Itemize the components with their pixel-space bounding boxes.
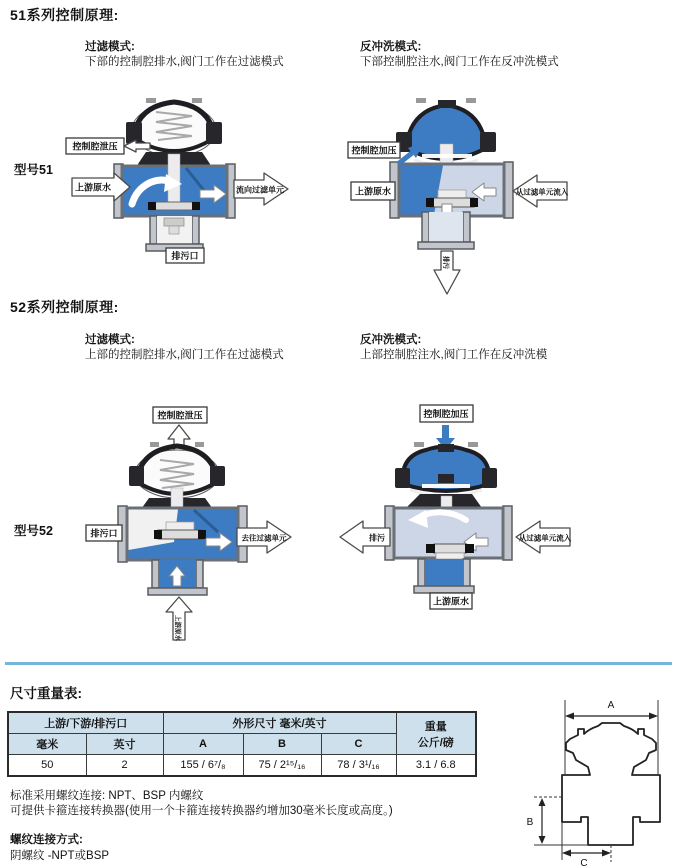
col-B: B [243,734,321,755]
control-label: 控制腔泄压 [72,141,118,152]
cell-mm: 50 [8,755,86,777]
diaphragm-slit [422,154,472,158]
drain-label: 排污口 [171,251,199,261]
dimension-drawing [520,690,680,868]
bolt-icon [146,98,156,103]
inlet-label: 上游原水 [354,186,392,197]
plug [166,522,194,530]
outlet-label: 去往过滤单元 [241,533,287,543]
s52-filter-mode-title: 过滤模式: [85,334,135,346]
bolt-icon [468,442,478,447]
control-label: 控制腔加压 [423,409,469,419]
col-group-ports: 上游/下游/排污口 [8,712,163,734]
dim-C-label: C [580,858,588,868]
bonnet-clamp-right [482,468,497,488]
bolt-icon [414,442,424,447]
pipe-wall-left [152,560,159,588]
bonnet-clamp-right [206,122,222,144]
model-52-label: 型号52 [14,524,53,538]
col-group-dims: 外形尺寸 毫米/英寸 [163,712,396,734]
bolt-icon [150,442,159,447]
col-mm: 毫米 [8,734,86,755]
bonnet-clamp-left [395,468,410,488]
valve-outline [562,723,660,845]
pipe-flange [148,588,207,595]
cell-weight: 3.1 / 6.8 [396,755,476,777]
from-filter-label: 从过滤单元流入 [518,533,572,543]
arrowhead [602,850,611,857]
bolt-icon [466,98,476,103]
s52-filter-mode-desc: 上部的控制腔排水,阀门工作在过滤模式 [85,349,284,361]
drain-wall-left [422,212,429,242]
seal-left [148,202,156,210]
dim-table-title: 尺寸重量表: [10,686,82,701]
valve51-backwash-diagram [338,98,583,303]
bolt-icon [192,98,202,103]
drain-label: 排污 [369,533,385,543]
drain-nut [169,226,179,234]
bolt-icon [195,442,204,447]
seal-left [154,530,162,539]
seal-right [198,530,206,539]
seal-right [470,198,478,207]
arrowhead [565,713,574,720]
s52-backwash-mode-title: 反冲洗模式: [360,334,422,346]
bonnet-top-tab [438,100,456,108]
col-A: A [163,734,243,755]
drain-wall-right [192,216,199,244]
model-51-label: 型号51 [14,163,53,177]
control-label: 控制腔加压 [351,145,397,156]
drain-wall-left [150,216,157,244]
arrowhead [539,836,546,844]
plug [436,553,464,559]
inlet-label: 上游原水 [74,182,112,193]
seat-plate [158,530,202,539]
cell-B: 75 / 2¹⁵/₁₆ [243,755,321,777]
thread-connection-desc: 阴螺纹 -NPT或BSP [10,850,110,862]
arrowhead [539,798,546,806]
inlet-label: 上游原水 [432,596,470,607]
col-C: C [321,734,396,755]
valve52-filter-diagram [78,402,318,652]
plug [438,190,466,198]
thread-connection-title: 螺纹连接方式: [10,834,83,846]
pipe-flange [414,586,474,593]
dome-center-block [438,474,454,483]
bolt-icon [416,98,426,103]
control-label: 控制腔泄压 [157,410,203,421]
s51-filter-mode-title: 过滤模式: [85,41,135,53]
dim-A-label: A [607,700,615,711]
cell-inch: 2 [86,755,163,777]
drain-wall-right [463,212,470,242]
drain-detail [164,218,184,226]
weight-unit: 公斤/磅 [417,736,454,749]
pipe-wall-right [463,559,470,587]
seat-plate [434,544,466,553]
section-divider [5,662,672,665]
table-row [8,755,476,777]
section52-title: 52系列控制原理: [10,299,119,315]
bonnet-clamp-right [480,132,496,152]
bonnet-top-tab [438,444,454,452]
seal-left [426,198,434,207]
arrowhead [649,713,658,720]
dimension-table [7,711,477,777]
s52-backwash-mode-desc: 上部控制腔注水,阀门工作在反冲洗模 [360,349,548,361]
note-thread-standard: 标准采用螺纹连接: NPT、BSP 内螺纹 [10,790,204,802]
weight-label: 重量 [424,720,447,733]
drain-label: 排污口 [90,528,118,539]
diaphragm-slit [422,484,470,488]
section51-title: 51系列控制原理: [10,7,119,23]
s51-filter-mode-desc: 下部的控制腔排水,阀门工作在过滤模式 [85,56,284,68]
drain-interior [429,212,463,242]
s51-backwash-mode-title: 反冲洗模式: [360,41,422,53]
col-inch: 英寸 [86,734,163,755]
note-clamp-adapter: 可提供卡箍连接转换器(使用一个卡箍连接转换器约增加30毫米长度或高度。) [10,805,393,817]
bonnet-clamp-right [210,466,225,486]
seal-left [426,544,435,553]
outlet-label: 流向过滤单元 [236,185,284,195]
cell-C: 78 / 3¹/₁₆ [321,755,396,777]
arrowhead [562,850,571,857]
pipe-wall-left [418,559,425,587]
s51-backwash-mode-desc: 下部控制腔注水,阀门工作在反冲洗模式 [360,56,559,68]
from-filter-label: 从过滤单元流入 [515,187,569,197]
drain-arrow-label: 排污 [442,256,449,269]
pipe-water [425,559,463,587]
valve51-filter-diagram [58,98,303,268]
seat-plate [150,202,198,210]
col-weight [396,712,476,755]
drain-flange [418,242,474,249]
bonnet-clamp-left [129,466,144,486]
cell-A: 155 / 6⁷/₈ [163,755,243,777]
seal-right [465,544,474,553]
pipe-wall-right [196,560,203,588]
dim-B-label: B [526,817,534,828]
inlet-arrow-label: 上游原水 [174,615,181,641]
seal-right [192,202,200,210]
valve52-backwash-diagram [338,402,583,617]
